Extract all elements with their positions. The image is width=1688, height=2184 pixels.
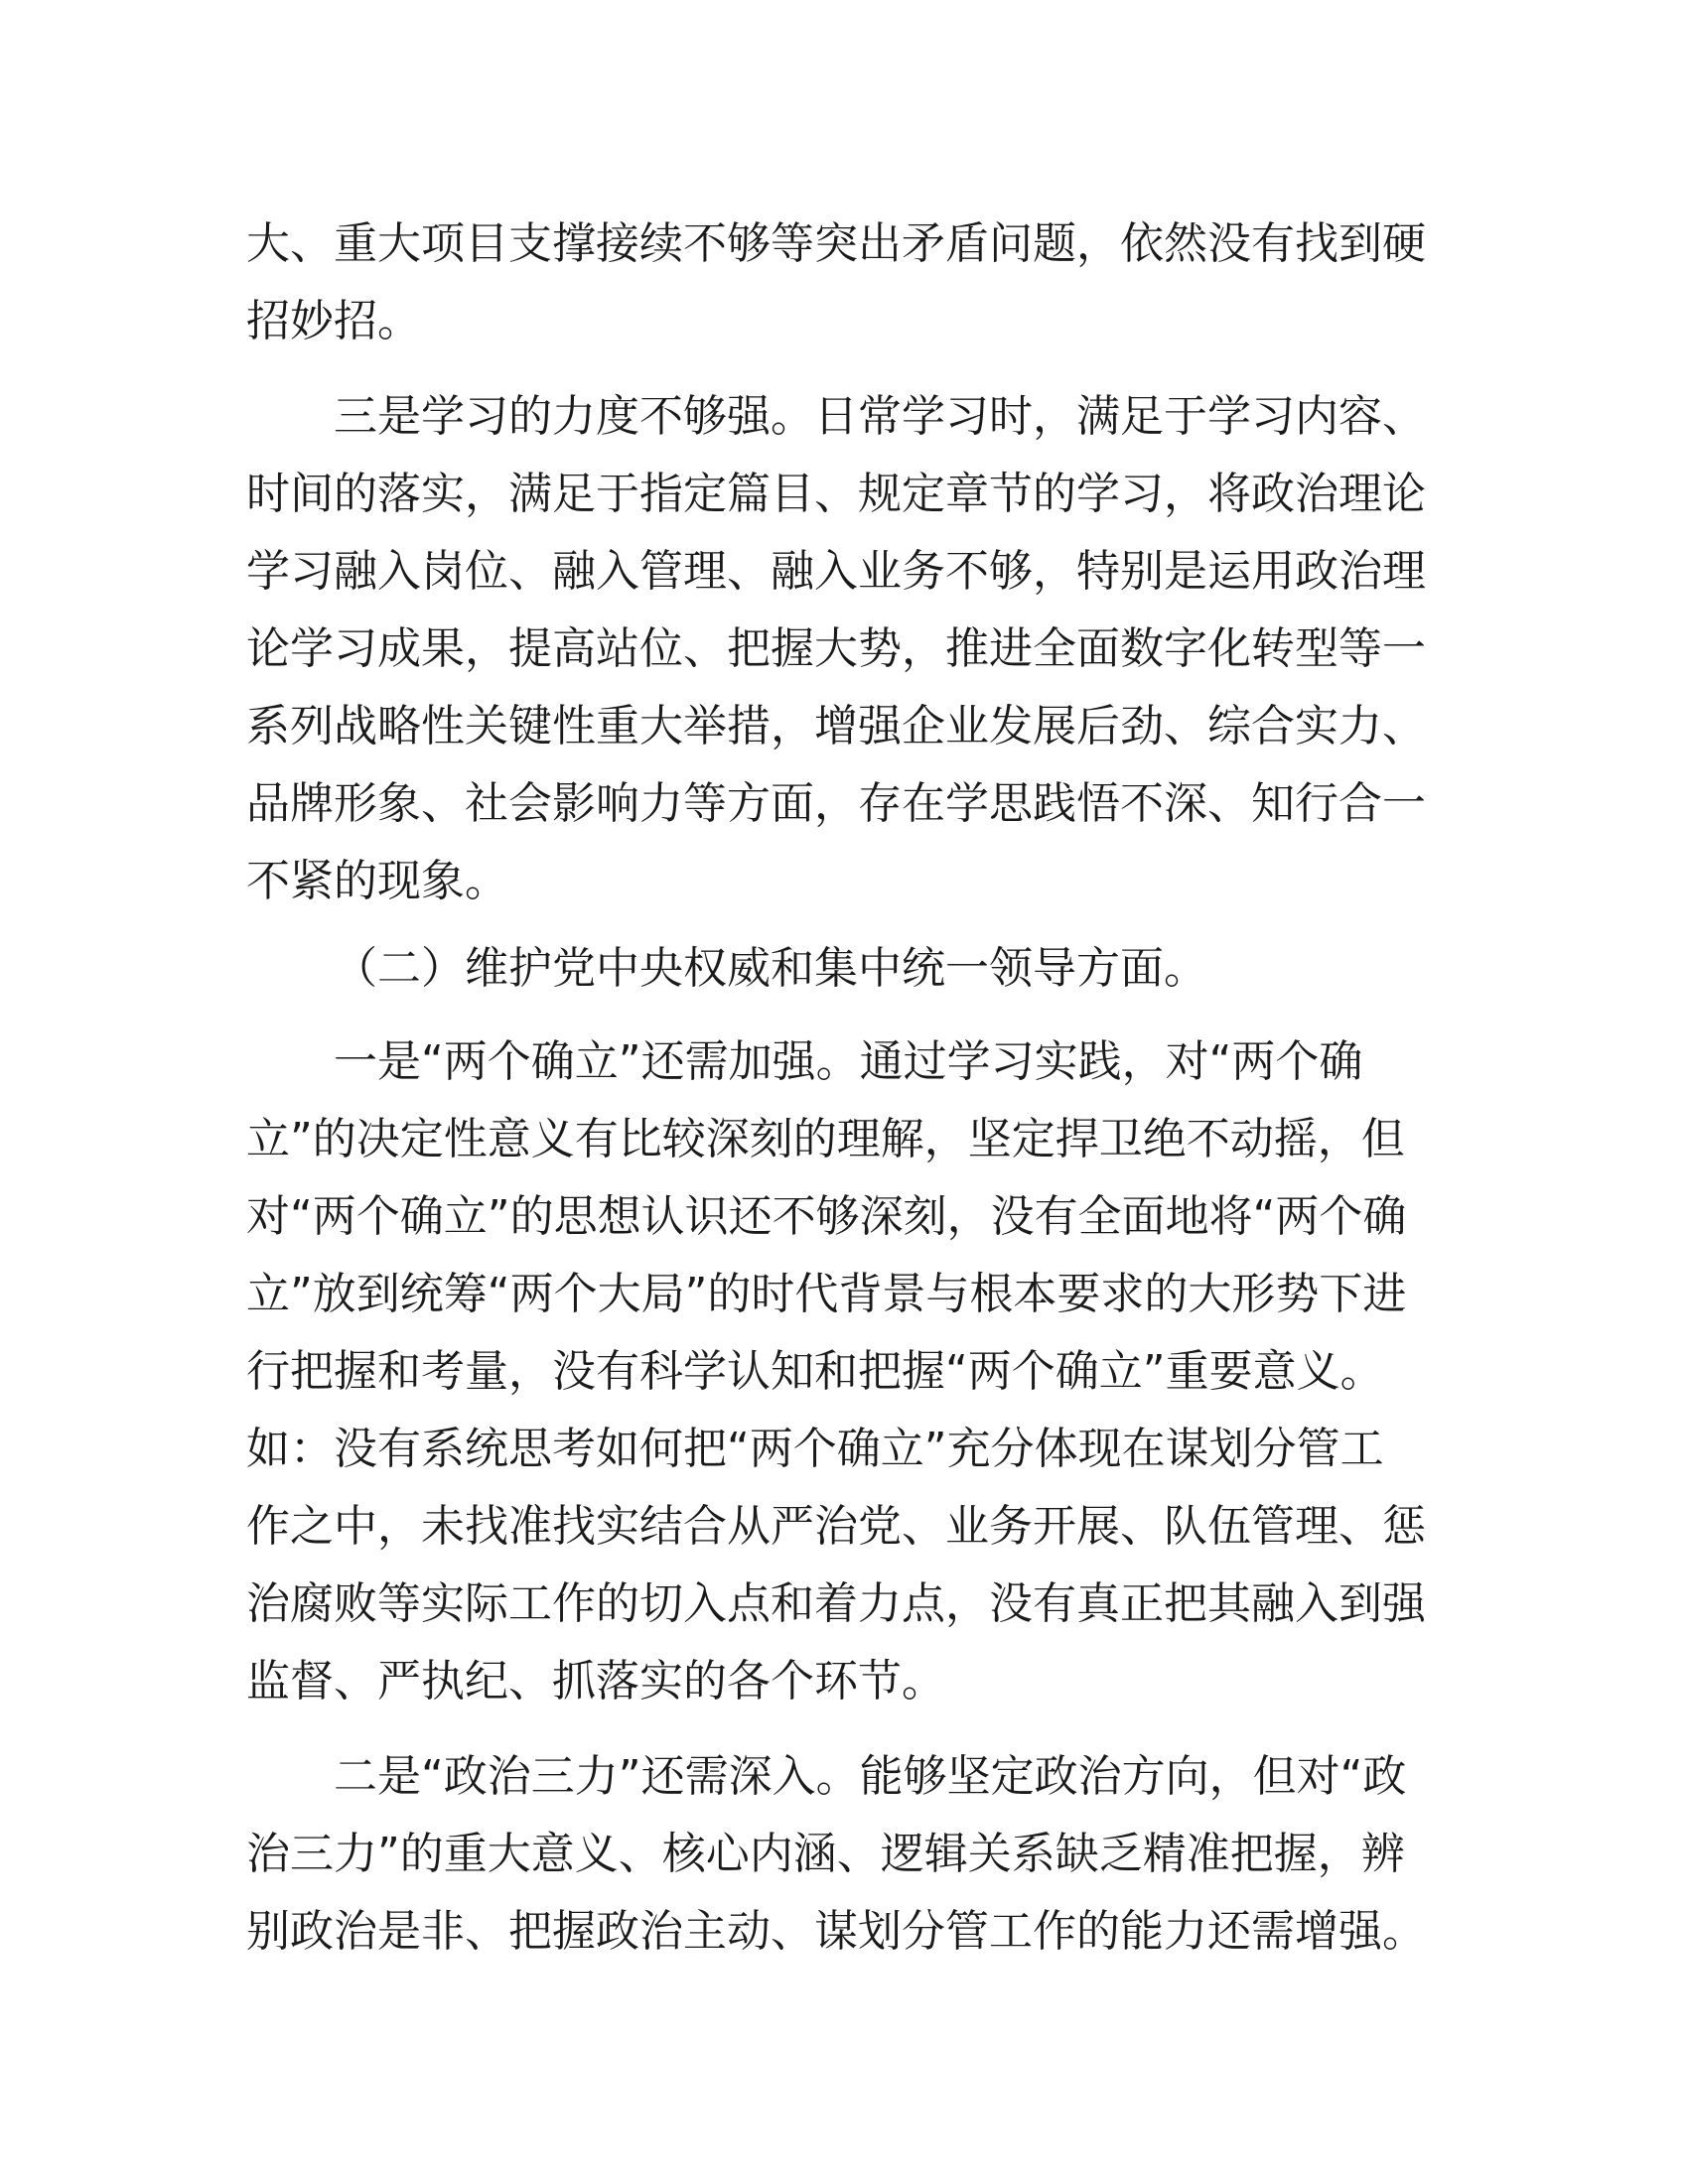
text-line: 对“两个确立”的思想认识还不够深刻，没有全面地将“两个确: [246, 1191, 1407, 1242]
text-line: 不紧的现象。: [246, 856, 508, 906]
paragraph-start-line: 一是“两个确立”还需加强。通过学习实践，对“两个确: [334, 1036, 1363, 1087]
text-line: 立”放到统筹“两个大局”的时代背景与根本要求的大形势下进: [246, 1269, 1407, 1319]
text-line: 立”的决定性意义有比较深刻的理解，坚定捍卫绝不动摇，但: [246, 1114, 1405, 1164]
text-line: 大、重大项目支撑接续不够等突出矛盾问题，依然没有找到硬: [246, 218, 1426, 269]
text-line: 招妙招。: [246, 296, 421, 346]
section-heading: （二）维护党中央权威和集中统一领导方面。: [334, 943, 1207, 994]
text-line: 作之中，未找准找实结合从严治党、业务开展、队伍管理、惩: [246, 1501, 1426, 1552]
text-line: 治腐败等实际工作的切入点和着力点，没有真正把其融入到强: [246, 1578, 1426, 1629]
paragraph-start-line: 三是学习的力度不够强。日常学习时，满足于学习内容、: [334, 391, 1426, 442]
text-line: 治三力”的重大意义、核心内涵、逻辑关系缺乏精准把握，辨: [246, 1829, 1405, 1879]
text-line: 别政治是非、把握政治主动、谋划分管工作的能力还需增强。: [246, 1906, 1426, 1957]
text-line: 时间的落实，满足于指定篇目、规定章节的学习，将政治理论: [246, 469, 1426, 519]
text-line: 系列战略性关键性重大举措，增强企业发展后劲、综合实力、: [246, 701, 1426, 751]
paragraph-start-line: 二是“政治三力”还需深入。能够坚定政治方向，但对“政: [334, 1751, 1407, 1802]
text-line: 学习融入岗位、融入管理、融入业务不够，特别是运用政治理: [246, 546, 1426, 597]
text-line: 品牌形象、社会影响力等方面，存在学思践悟不深、知行合一: [246, 778, 1426, 829]
text-line: 监督、严执纪、抓落实的各个环节。: [246, 1656, 945, 1706]
text-line: 论学习成果，提高站位、把握大势，推进全面数字化转型等一: [246, 623, 1426, 674]
text-line: 如：没有系统思考如何把“两个确立”充分体现在谋划分管工: [246, 1424, 1384, 1474]
text-line: 行把握和考量，没有科学认知和把握“两个确立”重要意义。: [246, 1346, 1384, 1397]
